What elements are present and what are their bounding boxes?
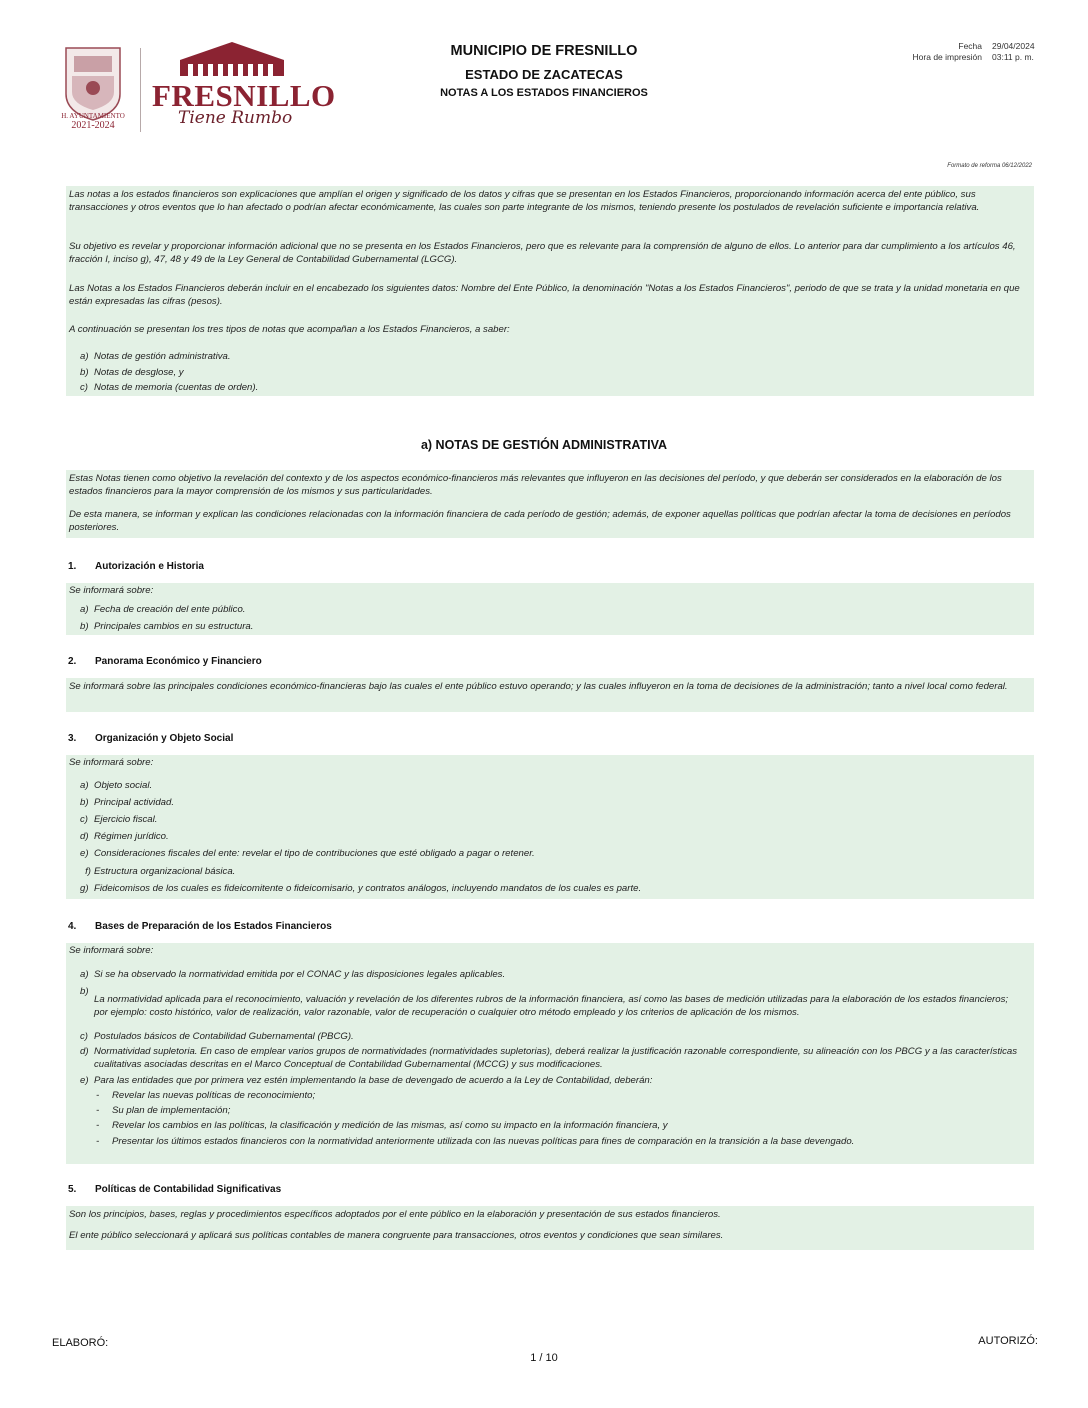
subsection-lead: Se informará sobre: <box>69 757 154 768</box>
subsection-3-box <box>66 755 1034 899</box>
intro-paragraph-1: Las notas a los estados financieros son explicaciones que amplían el origen y significado de los datos y cifras que se presentan en los Estados Financieros, proporcionando información acerca del ente público, sus transacciones y otros eventos que lo han afectado o podrían afectar económicamente, las cuales son parte integrante de los mismos, teniendo presente los postulados de revelación suficiente e importancia relativa. <box>69 189 980 213</box>
intro-paragraph-4: A continuación se presentan los tres tipos de notas que acompañan a los Estados Financieros, a saber: <box>69 324 510 335</box>
date-label: Fecha <box>958 41 982 51</box>
subsection-heading: 2. Panorama Económico y Financiero <box>68 656 262 667</box>
intro-box <box>66 186 1034 396</box>
section-a-paragraph-1: Estas Notas tienen como objetivo la revelación del contexto y de los aspectos económico-financieros más relevantes que influyeron en las decisiones del período, y que deberán ser considerados en la elaboración de los estados financieros para la mayor comprensión de los mismos y sus particularidades. <box>69 473 1002 497</box>
subsection-heading: 4. Bases de Preparación de los Estados Financieros <box>68 921 332 932</box>
date-value: 29/04/2024 <box>992 41 1035 51</box>
list-item: f) Estructura organizacional básica. <box>85 866 236 877</box>
subsection-heading: 3. Organización y Objeto Social <box>68 733 234 744</box>
subsection-4-box <box>66 943 1034 1164</box>
document-title: NOTAS A LOS ESTADOS FINANCIEROS <box>440 87 648 99</box>
sub-list-item: - Revelar los cambios en las políticas, la clasificación y medición de las mismas, así como su impacto en la información financiera, y <box>96 1120 668 1131</box>
list-item: a) Fecha de creación del ente público. <box>80 604 246 615</box>
list-item: b) Notas de desglose, y <box>80 367 184 378</box>
seal-caption-2: 2021-2024 <box>71 120 115 131</box>
list-item: a) Notas de gestión administrativa. <box>80 351 231 362</box>
list-item: b) La normatividad aplicada para el reconocimiento, valuación y revelación de los diferentes rubros de la información financiera, así como las bases de medición utilizadas para la elaboración de los estados financieros; por ejemplo: costo histórico, valor de realización, valor razonable, valor de recuperación o cualquier otro método empleado y los criterios de aplicación de los mismos. <box>80 986 1009 1018</box>
list-item: d) Régimen jurídico. <box>80 831 169 842</box>
section-title: a) NOTAS DE GESTIÓN ADMINISTRATIVA <box>420 438 668 452</box>
section-a-paragraph-2: De esta manera, se informan y explican las condiciones relacionadas con la información financiera de cada período de gestión; además, de exponer aquellas políticas que podrían afectar la toma de decisiones en períodos posteriores. <box>69 509 1011 533</box>
subsection-1-box <box>66 583 1034 635</box>
list-item: g) Fideicomisos de los cuales es fideicomitente o fideicomisario, y contratos análogos, incluyendo mandatos de los cuales es parte. <box>80 883 642 894</box>
subsection-heading: 1. Autorización e Historia <box>68 561 204 572</box>
list-item: b) Principal actividad. <box>80 797 174 808</box>
intro-paragraph-3: Las Notas a los Estados Financieros deberán incluir en el encabezado los siguientes datos: Nombre del Ente Público, la denominación "Notas a los Estados Financieros", periodo de que se trata y la unidad monetaria en que están expresadas las cifras (pesos). <box>69 283 1020 307</box>
sub-list-item: - Presentar los últimos estados financieros con la normatividad anteriormente utilizada con las nuevas políticas para fines de comparación en la transición a la base devengado. <box>96 1136 855 1147</box>
list-item: e) Para las entidades que por primera vez estén implementando la base de devengado de acuerdo a la Ley de Contabilidad, deberán: <box>80 1075 653 1086</box>
subsection-paragraph-2: El ente público seleccionará y aplicará sus políticas contables de manera congruente para transacciones, otros eventos y condiciones que sean similares. <box>69 1230 724 1241</box>
seal-caption-1: H. AYUNTAMIENTO <box>61 112 125 120</box>
authorized-by-label: AUTORIZÓ: <box>978 1335 1038 1347</box>
brand-wordmark: FRESNILLO <box>152 78 336 113</box>
subsection-paragraph-1: Son los principios, bases, reglas y procedimientos específicos adoptados por el ente público en la elaboración y presentación de sus estados financieros. <box>69 1209 721 1220</box>
list-item: c) Notas de memoria (cuentas de orden). <box>80 382 259 393</box>
subsection-lead: Se informará sobre: <box>69 585 154 596</box>
section-a-box <box>66 470 1034 538</box>
list-item: b) Principales cambios en su estructura. <box>80 621 254 632</box>
sub-list-item: - Su plan de implementación; <box>96 1105 231 1116</box>
list-item: e) Consideraciones fiscales del ente: revelar el tipo de contribuciones que esté obligado a pagar o retener. <box>80 848 535 859</box>
prepared-by-label: ELABORÓ: <box>52 1337 109 1349</box>
format-revision-note: Formato de reforma 06/12/2022 <box>947 163 1032 169</box>
subsection-heading: 5. Políticas de Contabilidad Significativas <box>68 1184 282 1195</box>
list-item: d) Normatividad supletoria. En caso de emplear varios grupos de normatividades (normatividades supletorias), deberá realizar la justificación razonable correspondiente, su alineación con los PBCG y a las características cualitativas asociadas descritas en el Marco Conceptual de Contabilidad Gubernamental (MCCG) y sus modificaciones. <box>80 1046 1018 1070</box>
print-time-label: Hora de impresión <box>912 52 982 62</box>
org-name: MUNICIPIO DE FRESNILLO <box>450 43 638 59</box>
list-item: c) Ejercicio fiscal. <box>80 814 158 825</box>
brand-tagline: Tiene Rumbo <box>178 108 293 128</box>
subsection-paragraph: Se informará sobre las principales condiciones económico-financieras bajo las cuales el ente público estuvo operando; y las cuales influyeron en la toma de decisiones de la administración; tanto a nivel local como federal. <box>69 681 1008 692</box>
subsection-lead: Se informará sobre: <box>69 945 154 956</box>
intro-paragraph-2: Su objetivo es revelar y proporcionar información adicional que no se presenta en los Estados Financieros, pero que es relevante para la comprensión de alguno de ellos. Lo anterior para dar cumplimiento a los artículos 46, fracción I, inciso g), 47, 48 y 49 de la Ley General de Contabilidad Gubernamental (LGCG). <box>69 241 1016 265</box>
print-time-value: 03:11 p. m. <box>992 52 1034 62</box>
sub-list-item: - Revelar las nuevas políticas de reconocimiento; <box>96 1090 316 1101</box>
list-item: a) Si se ha observado la normatividad emitida por el CONAC y las disposiciones legales aplicables. <box>80 969 506 980</box>
page-number: 1 / 10 <box>530 1352 558 1364</box>
subsection-5-box <box>66 1206 1034 1250</box>
subsection-2-box <box>66 678 1034 712</box>
list-item: a) Objeto social. <box>80 780 153 791</box>
list-item: c) Postulados básicos de Contabilidad Gubernamental (PBCG). <box>80 1031 354 1042</box>
state-name: ESTADO DE ZACATECAS <box>465 67 623 82</box>
